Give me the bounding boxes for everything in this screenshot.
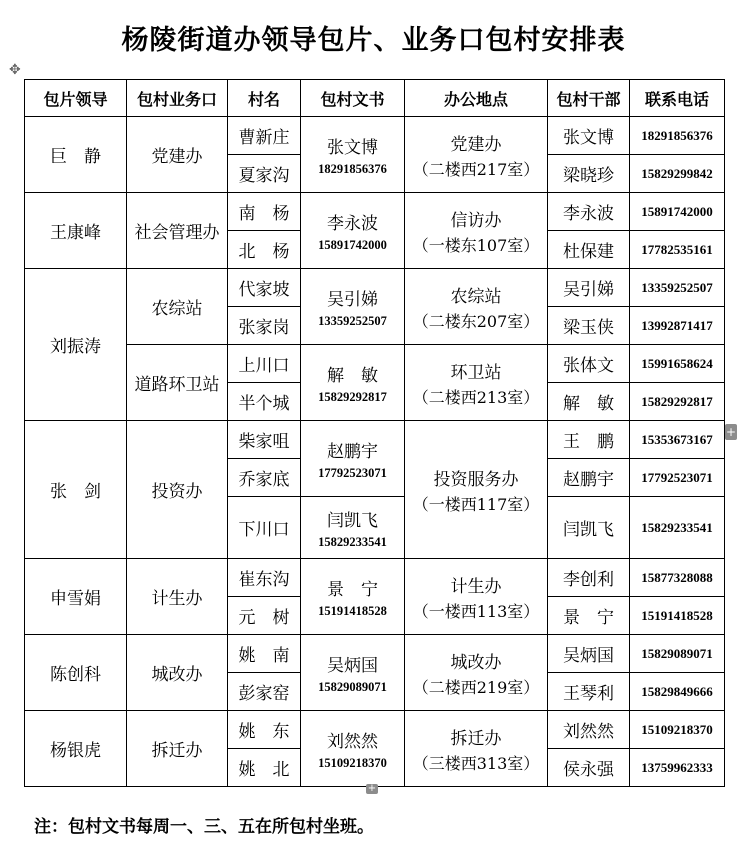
office-name: 投资服务办 bbox=[433, 469, 519, 490]
leader-cell: 巨 静 bbox=[25, 117, 127, 193]
clerk-cell bbox=[301, 193, 405, 269]
table-row bbox=[25, 345, 725, 383]
clerk-phone: 15829292817 bbox=[318, 389, 387, 404]
phone-cell: 15829292817 bbox=[630, 383, 725, 421]
cadre-cell: 解 敏 bbox=[548, 383, 630, 421]
cadre-cell: 吴炳国 bbox=[548, 635, 630, 673]
cadre-cell: 张文博 bbox=[548, 117, 630, 155]
cadre-cell: 王 鹏 bbox=[548, 421, 630, 459]
add-column-plus-icon[interactable]: + bbox=[725, 425, 737, 439]
village-cell: 上川口 bbox=[228, 345, 301, 383]
phone-cell: 15891742000 bbox=[630, 193, 725, 231]
office-name: 环卫站 bbox=[450, 362, 502, 383]
leader-cell: 申雪娟 bbox=[25, 559, 127, 635]
clerk-cell bbox=[301, 421, 405, 497]
clerk-name: 赵鹏宇 bbox=[327, 441, 378, 462]
cadre-cell: 梁玉侠 bbox=[548, 307, 630, 345]
clerk-cell bbox=[301, 711, 405, 787]
clerk-phone: 18291856376 bbox=[318, 161, 387, 176]
office-cell bbox=[405, 711, 548, 787]
phone-cell: 15353673167 bbox=[630, 421, 725, 459]
phone-cell: 15991658624 bbox=[630, 345, 725, 383]
office-name: 计生办 bbox=[450, 576, 502, 597]
clerk-phone: 15891742000 bbox=[318, 237, 387, 252]
village-cell: 姚 北 bbox=[228, 749, 301, 787]
clerk-name: 景 宁 bbox=[327, 579, 378, 600]
office-cell bbox=[405, 117, 548, 193]
cadre-cell: 闫凯飞 bbox=[548, 497, 630, 559]
phone-cell: 15829299842 bbox=[630, 155, 725, 193]
office-cell bbox=[405, 421, 548, 559]
phone-cell: 13359252507 bbox=[630, 269, 725, 307]
cadre-cell: 侯永强 bbox=[548, 749, 630, 787]
office-room: （二楼西213室） bbox=[412, 387, 540, 407]
table-move-handle-icon[interactable]: ✥ bbox=[9, 62, 21, 78]
village-cell: 姚 东 bbox=[228, 711, 301, 749]
office-cell bbox=[405, 193, 548, 269]
village-cell: 张家岗 bbox=[228, 307, 301, 345]
clerk-phone: 15191418528 bbox=[318, 603, 387, 618]
clerk-phone: 15829233541 bbox=[318, 534, 387, 549]
clerk-phone: 17792523071 bbox=[318, 465, 387, 480]
cadre-cell: 刘然然 bbox=[548, 711, 630, 749]
header-cadre: 包村干部 bbox=[548, 80, 630, 117]
cadre-cell: 梁晓珍 bbox=[548, 155, 630, 193]
clerk-phone: 15829089071 bbox=[318, 679, 387, 694]
add-row-plus-icon[interactable]: + bbox=[367, 783, 377, 794]
phone-cell: 15829849666 bbox=[630, 673, 725, 711]
clerk-phone: 13359252507 bbox=[318, 313, 387, 328]
office-cell bbox=[405, 559, 548, 635]
cadre-cell: 王琴利 bbox=[548, 673, 630, 711]
table-row bbox=[25, 635, 725, 673]
office-room: （一楼西113室） bbox=[412, 601, 540, 621]
dept-cell: 社会管理办 bbox=[127, 193, 228, 269]
clerk-cell bbox=[301, 117, 405, 193]
office-cell bbox=[405, 269, 548, 345]
village-cell: 下川口 bbox=[228, 497, 301, 559]
leader-cell: 张 剑 bbox=[25, 421, 127, 559]
dept-cell: 计生办 bbox=[127, 559, 228, 635]
footnote: 注：包村文书每周一、三、五在所包村坐班。 bbox=[34, 817, 374, 837]
office-name: 农综站 bbox=[450, 286, 502, 307]
village-cell: 元 树 bbox=[228, 597, 301, 635]
village-cell: 彭家窑 bbox=[228, 673, 301, 711]
office-room: （一楼东107室） bbox=[412, 235, 540, 255]
table-row bbox=[25, 117, 725, 155]
cadre-cell: 李永波 bbox=[548, 193, 630, 231]
table-header-row bbox=[25, 80, 725, 117]
office-cell bbox=[405, 635, 548, 711]
office-room: （二楼西219室） bbox=[412, 677, 540, 697]
clerk-name: 闫凯飞 bbox=[327, 510, 378, 531]
village-cell: 代家坡 bbox=[228, 269, 301, 307]
phone-cell: 15191418528 bbox=[630, 597, 725, 635]
cadre-cell: 李创利 bbox=[548, 559, 630, 597]
table-row bbox=[25, 193, 725, 231]
clerk-name: 张文博 bbox=[327, 137, 378, 158]
cadre-cell: 张体文 bbox=[548, 345, 630, 383]
village-cell: 夏家沟 bbox=[228, 155, 301, 193]
village-cell: 半个城 bbox=[228, 383, 301, 421]
clerk-name: 吴引娣 bbox=[327, 289, 378, 310]
village-cell: 曹新庄 bbox=[228, 117, 301, 155]
office-name: 党建办 bbox=[450, 134, 502, 155]
dept-cell: 道路环卫站 bbox=[127, 345, 228, 421]
clerk-phone: 15109218370 bbox=[318, 755, 387, 770]
phone-cell: 13992871417 bbox=[630, 307, 725, 345]
header-clerk: 包村文书 bbox=[301, 80, 405, 117]
phone-cell: 17792523071 bbox=[630, 459, 725, 497]
cadre-cell: 杜保建 bbox=[548, 231, 630, 269]
village-cell: 乔家底 bbox=[228, 459, 301, 497]
clerk-name: 吴炳国 bbox=[327, 655, 378, 676]
village-cell: 崔东沟 bbox=[228, 559, 301, 597]
office-cell bbox=[405, 345, 548, 421]
leader-cell: 刘振涛 bbox=[25, 269, 127, 421]
table-row bbox=[25, 269, 725, 307]
leader-cell: 王康峰 bbox=[25, 193, 127, 269]
office-room: （三楼西313室） bbox=[412, 753, 540, 773]
table-row bbox=[25, 421, 725, 459]
clerk-cell bbox=[301, 269, 405, 345]
header-village: 村名 bbox=[228, 80, 301, 117]
schedule-table bbox=[24, 79, 725, 787]
clerk-name: 李永波 bbox=[327, 213, 378, 234]
clerk-name: 刘然然 bbox=[327, 731, 378, 752]
dept-cell: 农综站 bbox=[127, 269, 228, 345]
clerk-cell bbox=[301, 635, 405, 711]
dept-cell: 党建办 bbox=[127, 117, 228, 193]
phone-cell: 15829233541 bbox=[630, 497, 725, 559]
office-name: 信访办 bbox=[450, 210, 502, 231]
clerk-name: 解 敏 bbox=[327, 365, 378, 386]
village-cell: 柴家咀 bbox=[228, 421, 301, 459]
phone-cell: 15829089071 bbox=[630, 635, 725, 673]
header-leader: 包片领导 bbox=[25, 80, 127, 117]
phone-cell: 15109218370 bbox=[630, 711, 725, 749]
cadre-cell: 吴引娣 bbox=[548, 269, 630, 307]
office-name: 拆迁办 bbox=[450, 728, 502, 749]
office-name: 城改办 bbox=[450, 652, 502, 673]
office-room: （一楼西117室） bbox=[412, 494, 540, 514]
dept-cell: 投资办 bbox=[127, 421, 228, 559]
phone-cell: 13759962333 bbox=[630, 749, 725, 787]
phone-cell: 17782535161 bbox=[630, 231, 725, 269]
dept-cell: 拆迁办 bbox=[127, 711, 228, 787]
phone-cell: 15877328088 bbox=[630, 559, 725, 597]
leader-cell: 陈创科 bbox=[25, 635, 127, 711]
phone-cell: 18291856376 bbox=[630, 117, 725, 155]
table-row bbox=[25, 559, 725, 597]
village-cell: 北 杨 bbox=[228, 231, 301, 269]
village-cell: 南 杨 bbox=[228, 193, 301, 231]
document-title: 杨陵街道办领导包片、业务口包村安排表 bbox=[121, 25, 626, 56]
leader-cell: 杨银虎 bbox=[25, 711, 127, 787]
table-row bbox=[25, 711, 725, 749]
village-cell: 姚 南 bbox=[228, 635, 301, 673]
clerk-cell bbox=[301, 497, 405, 559]
clerk-cell bbox=[301, 345, 405, 421]
header-dept: 包村业务口 bbox=[127, 80, 228, 117]
cadre-cell: 景 宁 bbox=[548, 597, 630, 635]
header-phone: 联系电话 bbox=[630, 80, 725, 117]
office-room: （二楼东207室） bbox=[412, 311, 540, 331]
dept-cell: 城改办 bbox=[127, 635, 228, 711]
office-room: （二楼西217室） bbox=[412, 159, 540, 179]
header-office: 办公地点 bbox=[405, 80, 548, 117]
clerk-cell bbox=[301, 559, 405, 635]
cadre-cell: 赵鹏宇 bbox=[548, 459, 630, 497]
